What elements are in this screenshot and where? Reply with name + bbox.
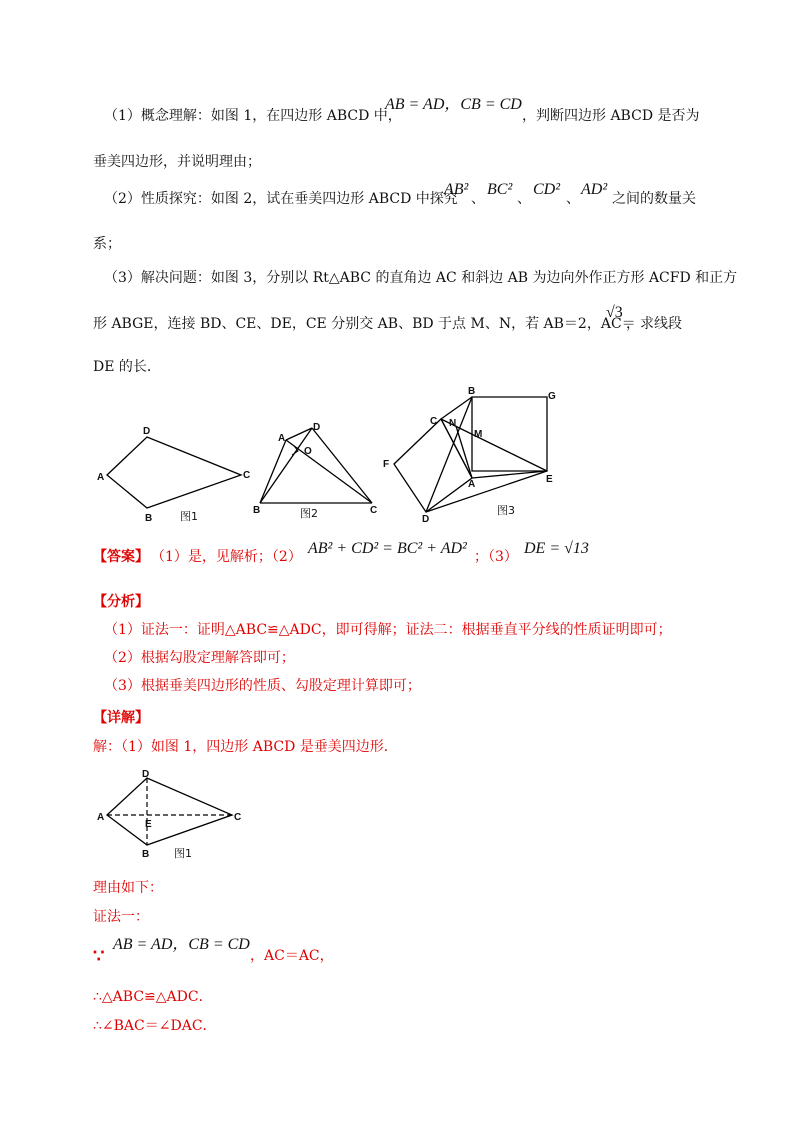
fig2-caption: 图2	[300, 507, 318, 520]
figure-2	[250, 415, 390, 525]
detail-tail: ，AC＝AC，	[250, 948, 334, 964]
detail-label: 【详解】	[93, 710, 149, 726]
fig4-label-e: E	[145, 819, 152, 830]
problem-line-3c: ，求线段	[626, 316, 682, 332]
figure-3	[380, 382, 580, 525]
answer-label: 【答案】	[93, 549, 149, 565]
detail-proof1: 证法一：	[93, 909, 149, 925]
detail-line-2: ∴△ABC≌△ADC．	[93, 989, 213, 1005]
problem-line-2a: （2）性质探究：如图 2，试在垂美四边形 ABCD 中探究	[104, 191, 458, 207]
because-symbol: ∵	[93, 946, 105, 967]
fig2-bd	[260, 428, 312, 503]
problem-line-3b: 形 ABGE，连接 BD、CE、DE，CE 分别交 AB、BD 于点 M、N，若 AB＝2，AC＝	[93, 316, 636, 332]
fig4-quadrilateral	[107, 778, 232, 845]
fig1-label-a: A	[97, 472, 105, 483]
fig1-label-b: B	[145, 513, 153, 524]
math-ad2: AD²	[581, 181, 608, 198]
fig3-label-e: E	[546, 474, 553, 485]
problem-math-1: AB = AD，CB = CD	[385, 96, 522, 113]
problem-line-2b: 之间的数量关	[612, 191, 696, 207]
fig4-caption: 图1	[174, 847, 192, 860]
figure-4	[90, 765, 260, 865]
fig2-label-d: D	[313, 422, 321, 433]
answer-formula: AB² + CD² = BC² + AD²	[308, 540, 467, 557]
fig1-quadrilateral	[107, 437, 241, 508]
sep-2: 、	[517, 191, 531, 207]
fig1-caption: 图1	[180, 510, 198, 523]
fig1-label-d: D	[143, 426, 151, 437]
detail-line-1: 解：（1）如图 1，四边形 ABCD 是垂美四边形．	[93, 739, 398, 755]
fig3-label-f: F	[383, 459, 390, 470]
analysis-label: 【分析】	[93, 594, 149, 610]
sep-3: 、	[566, 191, 580, 207]
fig4-label-b: B	[142, 849, 150, 860]
math-sqrt3: √3	[606, 304, 623, 321]
fig2-label-o: O	[304, 446, 312, 457]
fig3-label-b: B	[468, 386, 476, 397]
math-ab2: AB²	[444, 181, 469, 198]
sep-1: 、	[471, 191, 485, 207]
problem-line-3a: （3）解决问题：如图 3，分别以 Rt△ABC 的直角边 AC 和斜边 AB 为边向外作正方形 ACFD 和正方	[104, 270, 738, 286]
fig3-label-d: D	[422, 514, 430, 525]
fig4-label-d: D	[142, 769, 150, 780]
fig1-label-c: C	[243, 470, 251, 481]
answer-part1: （1）是，见解析；（2）	[151, 549, 302, 565]
fig3-caption: 图3	[497, 504, 515, 517]
problem-line-2c: 系；	[93, 236, 121, 252]
answer-result: DE = √13	[524, 540, 589, 557]
fig2-label-a: A	[278, 433, 286, 444]
fig3-label-n: N	[449, 418, 457, 429]
analysis-line-3: （3）根据垂美四边形的性质、勾股定理计算即可；	[104, 678, 421, 694]
analysis-line-1: （1）证法一：证明△ABC≌△ADC，即可得解；证法二：根据垂直平分线的性质证明即可；	[104, 622, 672, 638]
analysis-line-2: （2）根据勾股定理解答即可；	[104, 650, 295, 666]
fig3-square-acfd	[394, 419, 472, 512]
problem-line-1b: ，判断四边形 ABCD 是否为	[522, 108, 700, 124]
fig3-square-abge	[472, 397, 547, 471]
fig2-label-c: C	[370, 505, 378, 516]
fig4-label-a: A	[97, 812, 105, 823]
fig2-label-b: B	[253, 505, 261, 516]
answer-sep: ；（3）	[474, 549, 518, 565]
detail-line-3: ∴∠BAC＝∠DAC．	[93, 1018, 217, 1034]
figure-1	[90, 420, 260, 530]
fig4-label-c: C	[234, 812, 242, 823]
problem-line-3d: DE 的长．	[93, 359, 161, 375]
fig3-label-a: A	[468, 479, 476, 490]
fig3-label-g: G	[548, 391, 556, 402]
math-bc2: BC²	[487, 181, 513, 198]
fig3-label-c: C	[430, 416, 438, 427]
problem-line-1c: 垂美四边形，并说明理由；	[93, 154, 261, 170]
detail-math: AB = AD，CB = CD	[113, 936, 250, 953]
math-cd2: CD²	[533, 181, 561, 198]
fig3-label-m: M	[474, 429, 483, 440]
problem-line-1a: （1）概念理解：如图 1，在四边形 ABCD 中，	[104, 108, 402, 124]
detail-reason: 理由如下：	[93, 880, 163, 896]
